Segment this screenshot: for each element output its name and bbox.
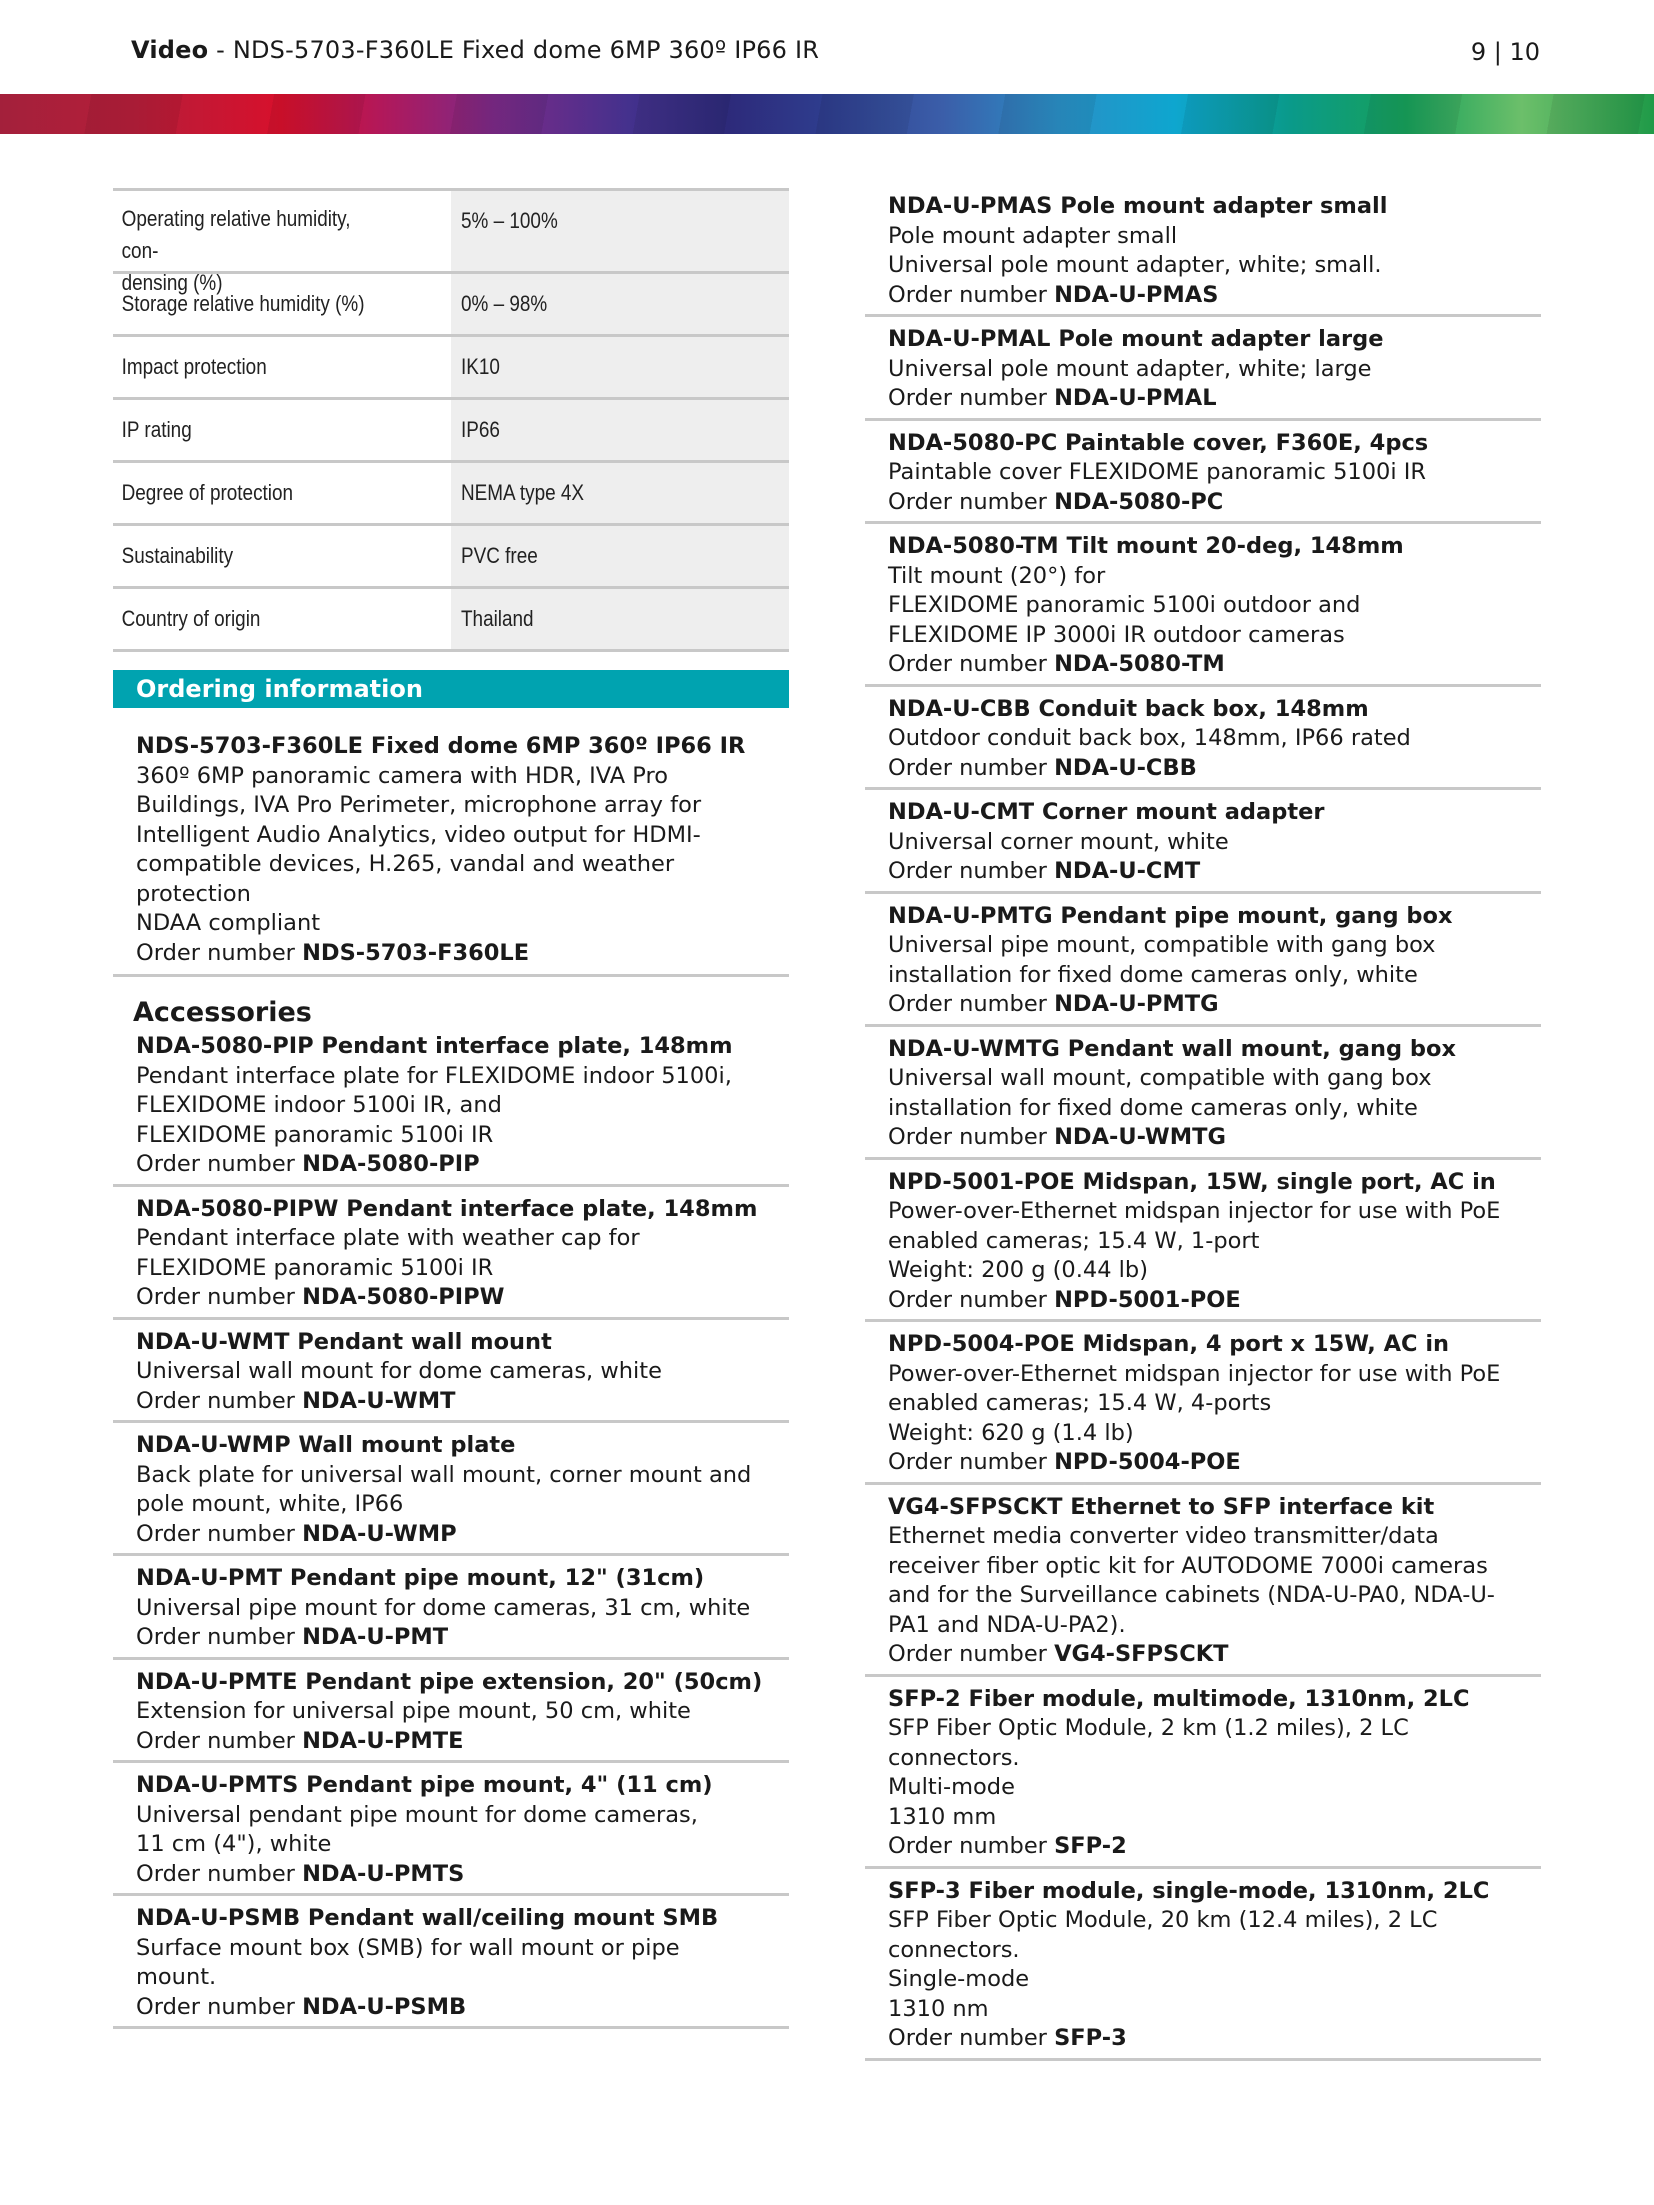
description-line: 1310 mm: [888, 1803, 997, 1830]
description-line: Universal wall mount for dome cameras, white: [136, 1358, 662, 1384]
spec-value: [451, 526, 789, 586]
order-number-line: [888, 1448, 1541, 1478]
order-number: NDA-U-PMAL: [1054, 385, 1217, 411]
order-number-line: [136, 939, 789, 969]
order-number-prefix: Order number: [888, 281, 1055, 308]
accessory-title: NDA-U-PMTG Pendant pipe mount, gang box: [888, 902, 1453, 929]
spec-label: Impact protection: [121, 354, 267, 379]
accessories-list-right: [865, 188, 1541, 2061]
description-line: Single-mode: [888, 1966, 1030, 1992]
order-number-line: [136, 1283, 789, 1313]
accessory-entry: [113, 1896, 789, 2029]
accessory-entry: [865, 188, 1541, 317]
accessory-entry: [865, 687, 1541, 791]
description-line: Universal pole mount adapter, white; small.: [888, 252, 1382, 278]
order-number-prefix: Order number: [136, 939, 303, 966]
description-line: Paintable cover FLEXIDOME panoramic 5100i IR: [888, 459, 1427, 485]
spec-row: [113, 274, 789, 337]
accessory-entry: [113, 1660, 789, 1764]
order-number: SFP-3: [1054, 2025, 1127, 2051]
accessory-title: NDA-U-PMT Pendant pipe mount, 12" (31cm): [136, 1565, 705, 1591]
main-product-title: NDS-5703-F360LE Fixed dome 6MP 360º IP66 IR: [136, 733, 746, 759]
order-number-line: [888, 1640, 1541, 1670]
accessory-entry: [113, 1187, 789, 1320]
order-number-prefix: Order number: [888, 2025, 1055, 2051]
description-line: PA1 and NDA-U-PA2).: [888, 1611, 1126, 1638]
order-number-prefix: Order number: [136, 1624, 303, 1650]
description-line: Surface mount box (SMB) for wall mount or pipe: [136, 1934, 680, 1961]
order-number-line: [888, 488, 1541, 518]
accessory-title: NDA-U-WMT Pendant wall mount: [136, 1328, 552, 1355]
description-line: Pendant interface plate with weather cap for: [136, 1225, 640, 1251]
accessory-title: NDA-5080-PIP Pendant interface plate, 148mm: [136, 1033, 733, 1059]
description-line: Universal pendant pipe mount for dome cameras,: [136, 1801, 698, 1828]
ordering-information-heading: Ordering information: [113, 670, 789, 708]
order-number: NDA-U-WMT: [302, 1387, 456, 1414]
order-number-prefix: Order number: [888, 858, 1055, 884]
accessory-title: NDA-U-CBB Conduit back box, 148mm: [888, 695, 1369, 722]
order-number: NPD-5004-POE: [1054, 1449, 1241, 1475]
order-number-line: [136, 1387, 789, 1417]
order-number: NDA-U-CBB: [1054, 754, 1197, 781]
accessory-entry: [865, 421, 1541, 525]
accessory-title: NDA-U-PMTS Pendant pipe mount, 4" (11 cm): [136, 1772, 713, 1798]
spec-row: [113, 526, 789, 589]
accessory-title: VG4-SFPSCKT Ethernet to SFP interface kit: [888, 1493, 1435, 1520]
description-line: Pole mount adapter small: [888, 222, 1178, 249]
accessory-entry: [113, 1032, 789, 1187]
accessory-title: NDA-U-PMAS Pole mount adapter small: [888, 193, 1388, 219]
accessory-title: NPD-5004-POE Midspan, 4 port x 15W, AC in: [888, 1331, 1450, 1357]
description-line: Power-over-Ethernet midspan injector for use with PoE: [888, 1360, 1501, 1387]
description-line: installation for fixed dome cameras only, white: [888, 1094, 1418, 1121]
order-number-line: [888, 281, 1541, 311]
order-number-line: [888, 1832, 1541, 1862]
description-line: FLEXIDOME panoramic 5100i IR: [136, 1254, 494, 1281]
accessory-entry: [113, 1763, 789, 1896]
order-number-line: [136, 1860, 789, 1890]
order-number: NDA-5080-PIP: [302, 1151, 480, 1177]
description-line: protection: [136, 880, 251, 907]
accessory-title: SFP-2 Fiber module, multimode, 1310nm, 2LC: [888, 1685, 1470, 1712]
spec-label: Sustainability: [121, 543, 234, 568]
order-number-prefix: Order number: [888, 651, 1055, 677]
description-line: Tilt mount (20°) for: [888, 562, 1106, 589]
description-line: FLEXIDOME panoramic 5100i IR: [136, 1121, 494, 1148]
accessory-title: NDA-U-CMT Corner mount adapter: [888, 799, 1325, 825]
accessory-entry: [113, 1423, 789, 1556]
description-line: 1310 nm: [888, 1995, 989, 2022]
spec-row: [113, 400, 789, 463]
accessory-title: SFP-3 Fiber module, single-mode, 1310nm, 2LC: [888, 1877, 1490, 1904]
spec-label-line: Operating relative humidity, con-: [121, 206, 351, 263]
order-number-line: [888, 1286, 1541, 1316]
accessory-entry: [865, 1485, 1541, 1677]
order-number: NDA-U-PMTE: [302, 1727, 464, 1754]
accessory-title: NPD-5001-POE Midspan, 15W, single port, AC in: [888, 1168, 1496, 1195]
description-line: and for the Surveillance cabinets (NDA-U-PA0, NDA-U-: [888, 1582, 1495, 1608]
spec-value: [451, 274, 789, 334]
spec-label-line: densing (%): [121, 270, 223, 295]
header-title: - NDS-5703-F360LE Fixed dome 6MP 360º IP66 IR: [208, 36, 820, 64]
order-number: SFP-2: [1054, 1833, 1127, 1859]
spec-label: Storage relative humidity (%): [121, 291, 365, 316]
right-column: [865, 188, 1541, 2061]
spec-table: [113, 188, 789, 652]
description-line: Power-over-Ethernet midspan injector for use with PoE: [888, 1198, 1501, 1224]
description-line: 11 cm (4"), white: [136, 1831, 332, 1857]
order-number-prefix: Order number: [888, 1124, 1055, 1150]
description-line: FLEXIDOME indoor 5100i IR, and: [136, 1092, 502, 1118]
description-line: enabled cameras; 15.4 W, 4-ports: [888, 1390, 1272, 1416]
description-line: Universal corner mount, white: [888, 828, 1229, 855]
description-line: Multi-mode: [888, 1774, 1015, 1800]
order-number: VG4-SFPSCKT: [1054, 1641, 1229, 1667]
order-number: NDA-U-WMTG: [1054, 1124, 1226, 1150]
order-number: NDA-U-PSMB: [302, 1993, 467, 2020]
accessory-entry: [113, 1320, 789, 1424]
order-number-line: [136, 1727, 789, 1757]
spec-label: IP rating: [121, 417, 192, 442]
order-number-line: [888, 2024, 1541, 2054]
order-number-line: [888, 990, 1541, 1020]
accessory-entry: [865, 1677, 1541, 1869]
description-line: NDAA compliant: [136, 910, 321, 936]
description-line: installation for fixed dome cameras only, white: [888, 961, 1418, 988]
accessory-title: NDA-U-PMTE Pendant pipe extension, 20" (50cm): [136, 1668, 763, 1695]
order-number-line: [888, 1123, 1541, 1153]
order-number-line: [136, 1623, 789, 1653]
order-number: NDA-U-CMT: [1054, 858, 1201, 884]
order-number-prefix: Order number: [136, 1860, 303, 1887]
order-number: NDA-5080-PIPW: [302, 1284, 505, 1310]
left-column: [113, 188, 789, 2029]
description-line: Intelligent Audio Analytics, video output for HDMI-: [136, 821, 701, 848]
spec-value: [451, 589, 789, 649]
order-number-prefix: Order number: [888, 488, 1055, 515]
accessory-entry: [865, 1869, 1541, 2061]
description-line: connectors.: [888, 1744, 1020, 1771]
order-number-prefix: Order number: [888, 754, 1055, 781]
header-category: Video: [131, 36, 209, 64]
order-number-prefix: Order number: [888, 1449, 1055, 1475]
spec-row: [113, 463, 789, 526]
page-number: 9 | 10: [1470, 38, 1540, 66]
order-number-line: [136, 1520, 789, 1550]
description-line: mount.: [136, 1964, 217, 1990]
order-number-line: [888, 384, 1541, 414]
description-line: Weight: 620 g (1.4 lb): [888, 1419, 1134, 1446]
accessory-entry: [865, 1160, 1541, 1323]
description-line: pole mount, white, IP66: [136, 1491, 404, 1517]
description-line: SFP Fiber Optic Module, 2 km (1.2 miles), 2 LC: [888, 1715, 1409, 1741]
accessory-title: NDA-5080-PC Paintable cover, F360E, 4pcs: [888, 429, 1429, 456]
spec-row: [113, 589, 789, 652]
spec-row: [113, 337, 789, 400]
order-number-prefix: Order number: [888, 1286, 1055, 1313]
order-number-prefix: Order number: [136, 1520, 303, 1547]
spec-value-text: Thailand: [461, 606, 534, 631]
order-number: NDA-5080-PC: [1054, 488, 1224, 515]
description-line: Pendant interface plate for FLEXIDOME indoor 5100i,: [136, 1062, 732, 1089]
order-number: NDA-U-PMT: [302, 1624, 449, 1650]
spec-row: [113, 191, 789, 295]
order-number-prefix: Order number: [888, 1833, 1055, 1859]
accessory-entry: [865, 894, 1541, 1027]
order-number: NDA-U-PMAS: [1054, 281, 1219, 308]
order-number: NDA-5080-TM: [1054, 651, 1225, 677]
description-line: FLEXIDOME IP 3000i IR outdoor cameras: [888, 621, 1345, 648]
description-line: Weight: 200 g (0.44 lb): [888, 1257, 1148, 1283]
accessory-entry: [865, 1027, 1541, 1160]
description-line: FLEXIDOME panoramic 5100i outdoor and: [888, 592, 1361, 618]
spec-value-text: 0% – 98%: [461, 291, 548, 316]
spec-value-text: IK10: [461, 354, 500, 379]
description-line: Universal pipe mount, compatible with gang box: [888, 932, 1436, 958]
accessory-title: NDA-U-WMP Wall mount plate: [136, 1432, 516, 1458]
accessory-title: NDA-U-PMAL Pole mount adapter large: [888, 326, 1384, 352]
main-product-entry: [113, 724, 789, 977]
order-number-prefix: Order number: [136, 1151, 303, 1177]
accessories-heading: Accessories: [133, 997, 312, 1028]
order-number-line: [888, 857, 1541, 887]
accessory-entry: [865, 1322, 1541, 1485]
spec-value: [451, 337, 789, 397]
description-line: connectors.: [888, 1936, 1020, 1963]
spec-label: [113, 191, 404, 295]
spec-value: [451, 191, 789, 271]
spec-label: Degree of protection: [121, 480, 294, 505]
order-number-prefix: Order number: [136, 1387, 303, 1414]
order-number: NDS-5703-F360LE: [302, 939, 530, 966]
spec-value: [451, 463, 789, 523]
description-line: Universal pole mount adapter, white; large: [888, 355, 1372, 382]
description-line: Universal pipe mount for dome cameras, 31 cm, white: [136, 1594, 751, 1621]
spec-value-text: 5% – 100%: [461, 208, 558, 233]
order-number: NDA-U-PMTS: [302, 1860, 465, 1887]
accessory-entry: [865, 317, 1541, 421]
description-line: Buildings, IVA Pro Perimeter, microphone array for: [136, 792, 702, 818]
accessory-entry: [865, 524, 1541, 687]
order-number: NDA-U-WMP: [302, 1520, 457, 1547]
description-line: Outdoor conduit back box, 148mm, IP66 rated: [888, 725, 1411, 751]
accessory-title: NDA-U-WMTG Pendant wall mount, gang box: [888, 1035, 1457, 1062]
spec-value: [451, 400, 789, 460]
description-line: receiver fiber optic kit for AUTODOME 7000i cameras: [888, 1552, 1488, 1579]
description-line: Extension for universal pipe mount, 50 cm, white: [136, 1698, 691, 1724]
order-number-prefix: Order number: [136, 1727, 303, 1754]
order-number-line: [888, 754, 1541, 784]
accessory-entry: [865, 790, 1541, 894]
accessory-title: NDA-5080-TM Tilt mount 20-deg, 148mm: [888, 533, 1404, 559]
description-line: compatible devices, H.265, vandal and weather: [136, 851, 675, 877]
order-number-prefix: Order number: [136, 1284, 303, 1310]
accessory-title: NDA-U-PSMB Pendant wall/ceiling mount SMB: [136, 1905, 719, 1931]
order-number-prefix: Order number: [888, 1641, 1055, 1667]
brand-color-band: [0, 94, 1654, 134]
order-number-prefix: Order number: [888, 385, 1055, 411]
accessory-entry: [113, 1556, 789, 1660]
accessory-title: NDA-5080-PIPW Pendant interface plate, 148mm: [136, 1195, 758, 1222]
description-line: Ethernet media converter video transmitter/data: [888, 1523, 1439, 1549]
description-line: enabled cameras; 15.4 W, 1-port: [888, 1227, 1260, 1254]
description-line: Universal wall mount, compatible with gang box: [888, 1065, 1432, 1091]
spec-value-text: NEMA type 4X: [461, 480, 585, 505]
order-number: NDA-U-PMTG: [1054, 991, 1219, 1017]
description-line: SFP Fiber Optic Module, 20 km (12.4 miles), 2 LC: [888, 1907, 1438, 1933]
order-number-line: [136, 1993, 789, 2023]
spec-value-text: PVC free: [461, 543, 538, 568]
order-number-line: [888, 650, 1541, 680]
page-header: [131, 36, 819, 64]
order-number-line: [136, 1150, 789, 1180]
description-line: Back plate for universal wall mount, corner mount and: [136, 1461, 752, 1488]
description-line: 360º 6MP panoramic camera with HDR, IVA Pro: [136, 762, 668, 789]
order-number-prefix: Order number: [136, 1993, 303, 2020]
spec-value-text: IP66: [461, 417, 500, 442]
spec-label: Country of origin: [121, 606, 261, 631]
accessories-list-left: [113, 1032, 789, 2029]
order-number: NPD-5001-POE: [1054, 1286, 1241, 1313]
order-number-prefix: Order number: [888, 991, 1055, 1017]
